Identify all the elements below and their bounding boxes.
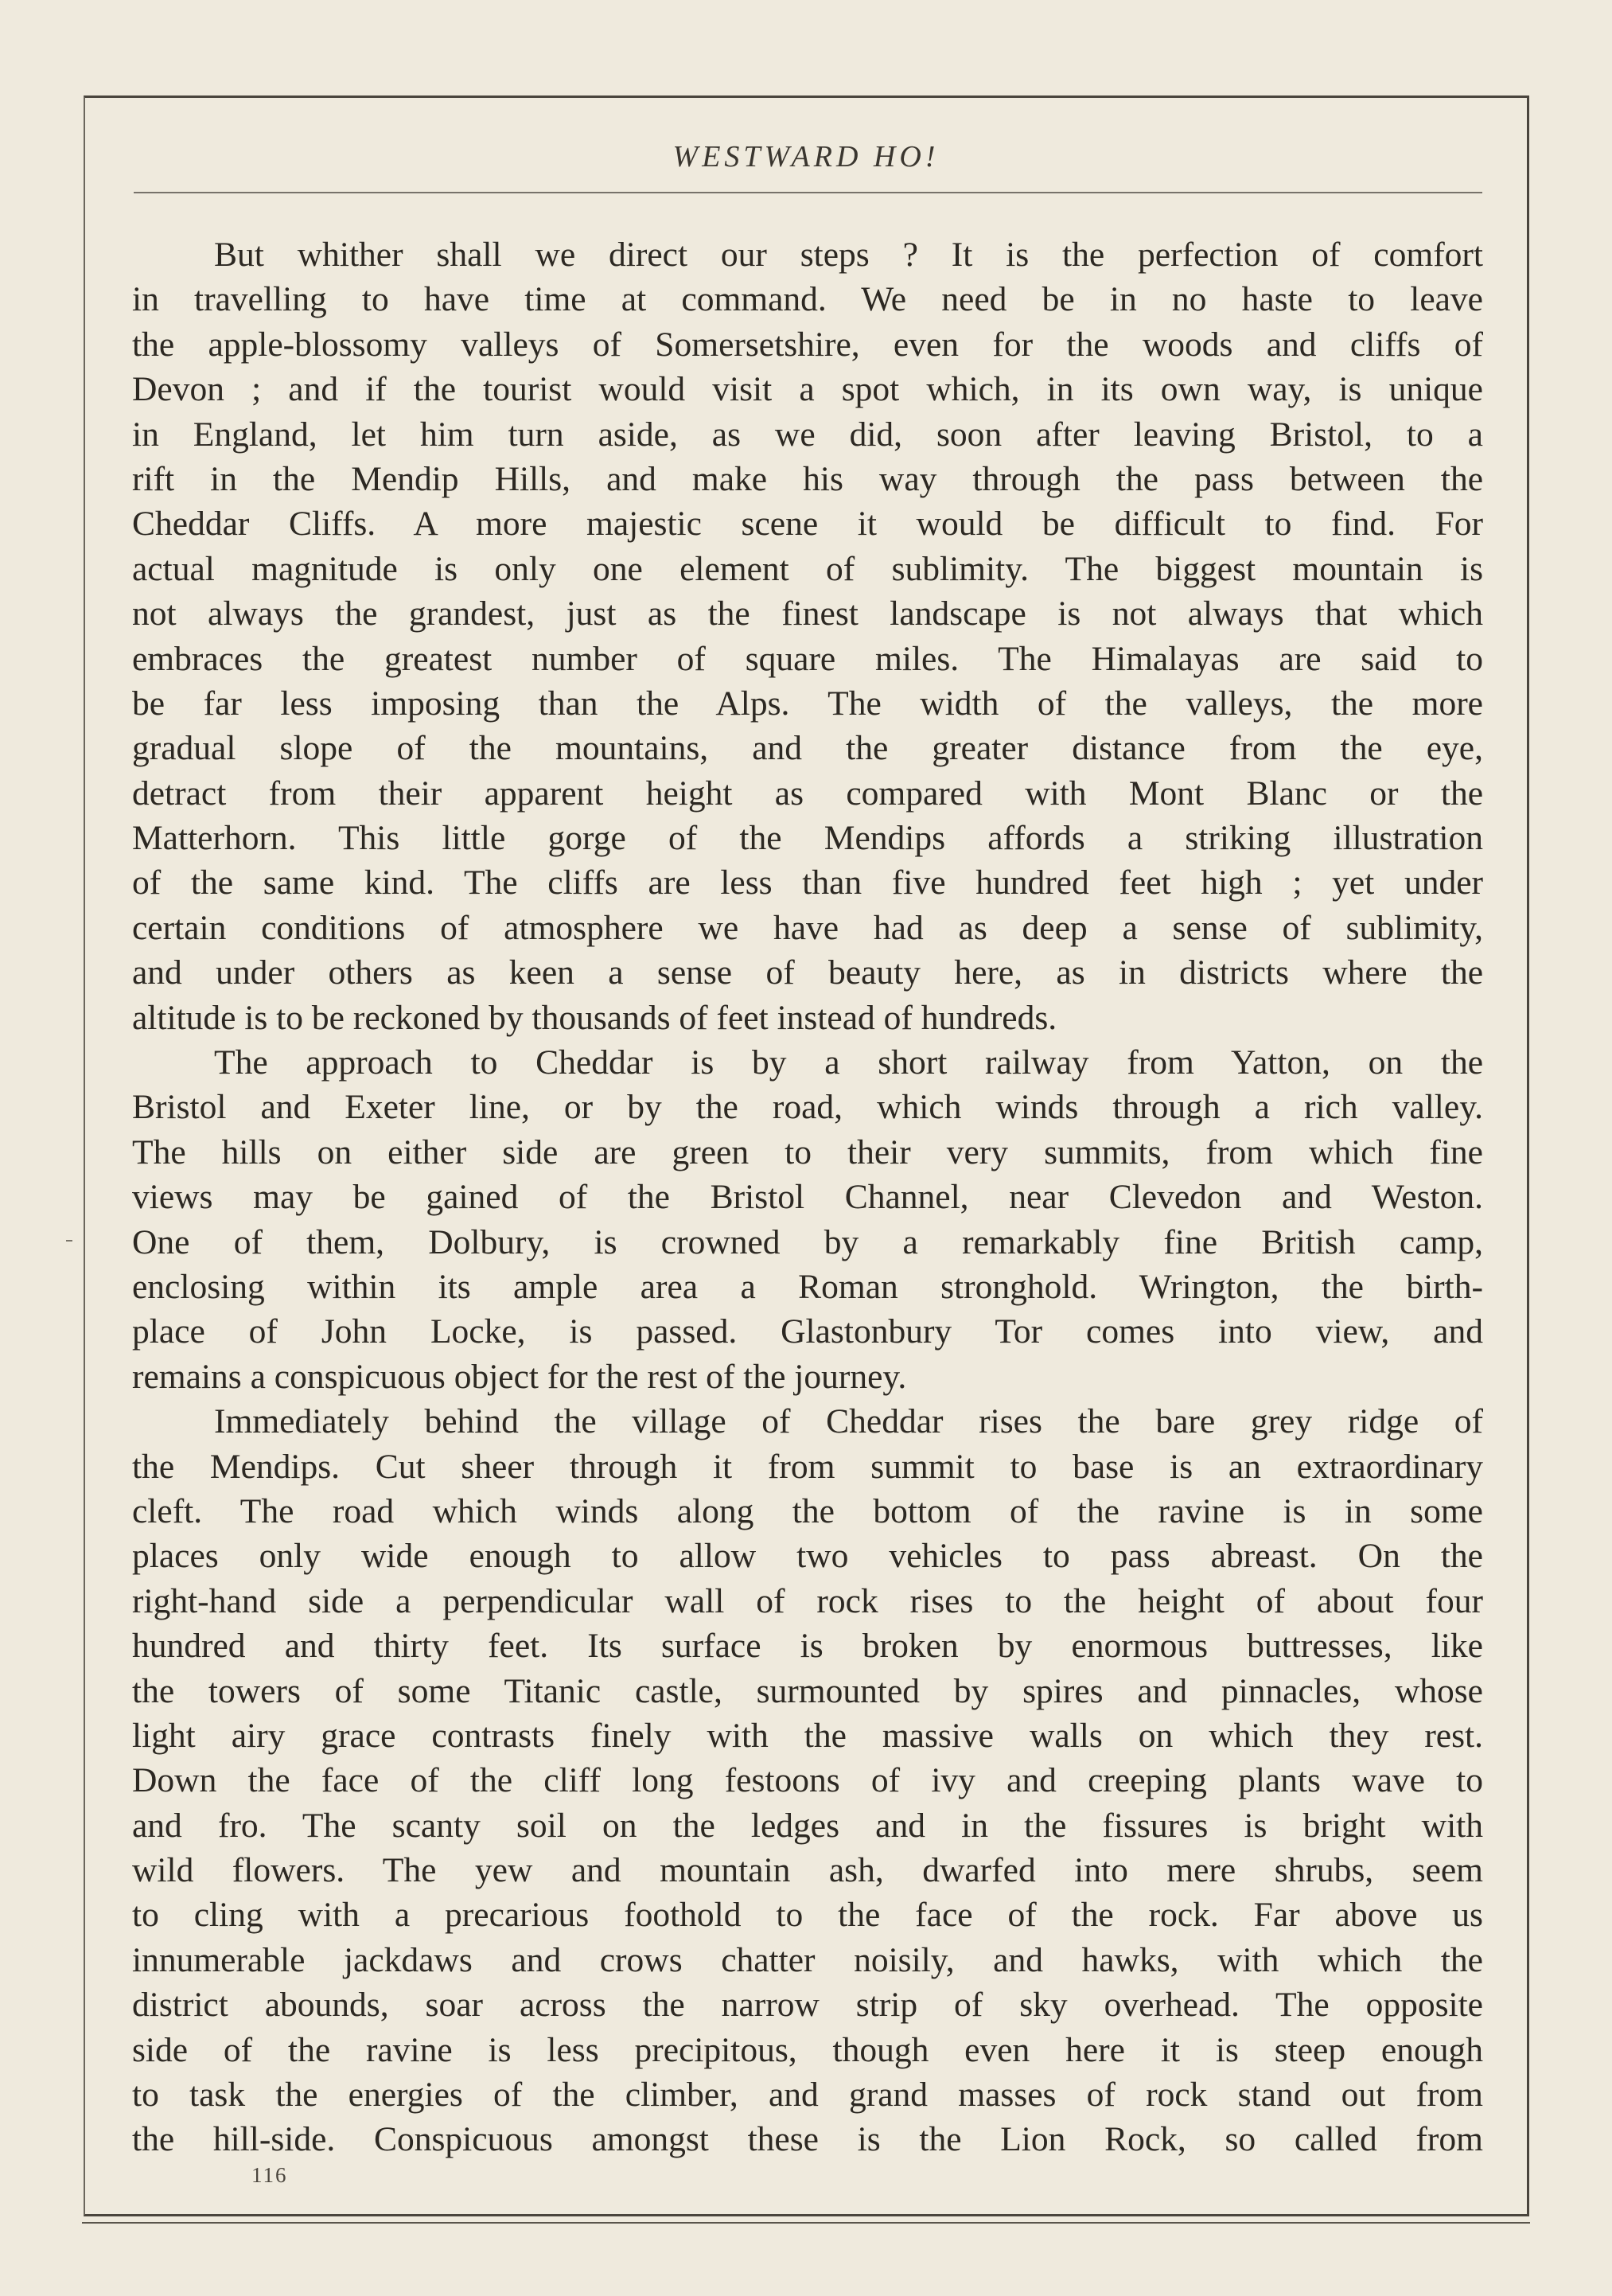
text-line: actual magnitude is only one element of sublimity. The biggest mountain is [132,549,1483,588]
text-line: enclosing within its ample area a Roman stronghold. Wrington, the birth- [132,1267,1483,1306]
text-line: district abounds, soar across the narrow strip of sky overhead. The opposite [132,1986,1483,2025]
text-line: views may be gained of the Bristol Channel, near Clevedon and Weston. [132,1178,1483,1217]
text-line: detract from their apparent height as compared with Mont Blanc or the [132,774,1483,813]
text-line: place of John Locke, is passed. Glastonbury Tor comes into view, and [132,1312,1483,1351]
text-line: in travelling to have time at command. We need be in no haste to leave [132,280,1483,319]
text-line: side of the ravine is less precipitous, though even here it is steep enough [132,2030,1483,2069]
text-line: of the same kind. The cliffs are less than five hundred feet high ; yet under [132,863,1483,902]
page-number: 116 [251,2163,288,2187]
text-line: the towers of some Titanic castle, surmounted by spires and pinnacles, whose [132,1671,1483,1710]
text-line: The approach to Cheddar is by a short railway from Yatton, on the [214,1043,1483,1082]
text-line: certain conditions of atmosphere we have had as deep a sense of sublimity, [132,908,1483,947]
text-line: rift in the Mendip Hills, and make his way through the pass between the [132,459,1483,498]
text-line: Cheddar Cliffs. A more majestic scene it would be difficult to find. For [132,505,1483,544]
text-line: light airy grace contrasts finely with the massive walls on which they rest. [132,1716,1483,1755]
text-line: Matterhorn. This little gorge of the Mendips affords a striking illustration [132,819,1483,858]
text-line: and fro. The scanty soil on the ledges and in the fissures is bright with [132,1806,1483,1845]
text-line: not always the grandest, just as the finest landscape is not always that which [132,594,1483,633]
text-line: Down the face of the cliff long festoons of ivy and creeping plants wave to [132,1761,1483,1800]
head-rule [134,192,1482,193]
text-line: be far less imposing than the Alps. The width of the valleys, the more [132,684,1483,723]
text-line: Immediately behind the village of Cheddar rises the bare grey ridge of [214,1402,1483,1441]
text-line: embraces the greatest number of square miles. The Himalayas are said to [132,639,1483,678]
text-line: hundred and thirty feet. Its surface is broken by enormous buttresses, like [132,1627,1483,1666]
text-line: and under others as keen a sense of beauty here, as in districts where the [132,953,1483,992]
text-line: the apple-blossomy valleys of Somersetshire, even for the woods and cliffs of [132,325,1483,364]
text-line: places only wide enough to allow two vehicles to pass abreast. On the [132,1537,1483,1576]
text-line: altitude is to be reckoned by thousands of feet instead of hundreds. [132,998,1057,1037]
text-line: One of them, Dolbury, is crowned by a remarkably fine British camp, [132,1222,1483,1261]
text-line: Bristol and Exeter line, or by the road, which winds through a rich valley. [132,1088,1483,1127]
text-line: cleft. The road which winds along the bottom of the ravine is in some [132,1491,1483,1530]
text-line: in England, let him turn aside, as we did, soon after leaving Bristol, to a [132,415,1483,454]
running-head: WESTWARD HO! [672,140,940,173]
text-line: the hill-side. Conspicuous amongst these is the Lion Rock, so called from [132,2120,1483,2159]
text-line: innumerable jackdaws and crows chatter noisily, and hawks, with which the [132,1940,1483,1979]
text-line: gradual slope of the mountains, and the greater distance from the eye, [132,729,1483,768]
body-text [132,232,1483,2162]
text-line: to task the energies of the climber, and grand masses of rock stand out from [132,2076,1483,2115]
text-line: But whither shall we direct our steps ? It is the perfection of comfort [214,236,1483,274]
margin-mark [66,1240,72,1242]
text-line: right-hand side a perpendicular wall of rock rises to the height of about four [132,1581,1483,1620]
text-line: to cling with a precarious foothold to the face of the rock. Far above us [132,1896,1483,1935]
text-line: remains a conspicuous object for the rest of the journey. [132,1357,907,1396]
text-line: Devon ; and if the tourist would visit a spot which, in its own way, is unique [132,370,1483,409]
text-line: The hills on either side are green to their very summits, from which fine [132,1132,1483,1171]
text-line: wild flowers. The yew and mountain ash, dwarfed into mere shrubs, seem [132,1851,1483,1890]
text-line: the Mendips. Cut sheer through it from summit to base is an extraordinary [132,1447,1483,1486]
